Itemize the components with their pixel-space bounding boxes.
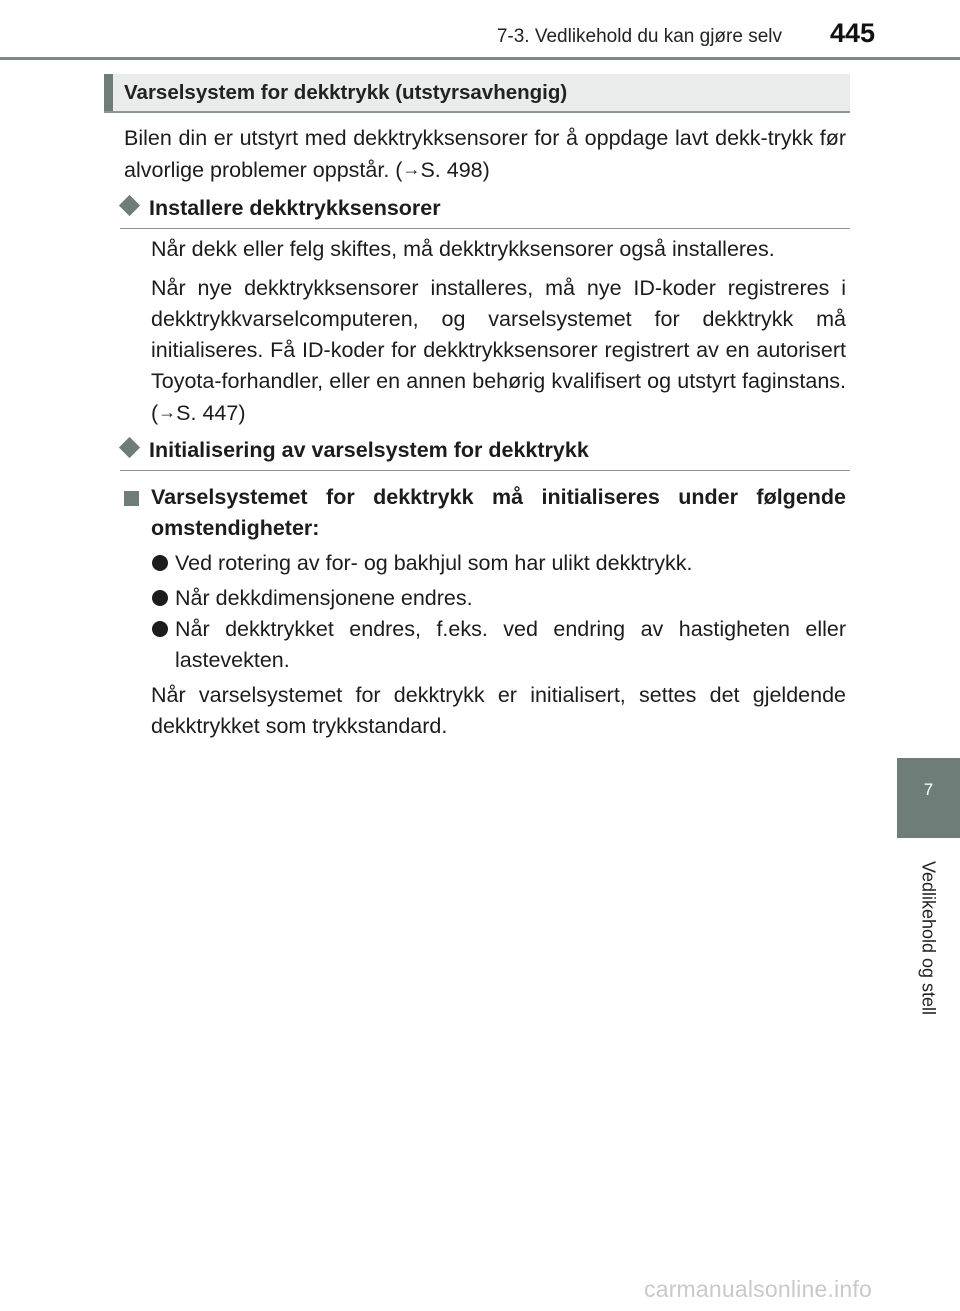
watermark: carmanualsonline.info xyxy=(644,1276,872,1302)
section-banner xyxy=(104,74,850,113)
list-item xyxy=(150,548,846,579)
page-ref-arrow-icon: → xyxy=(158,402,177,422)
install-paragraph-1: Når dekk eller felg skiftes, må dekktrykksensorer også installeres. xyxy=(151,237,775,261)
banner-accent-bar xyxy=(104,74,113,111)
header-divider xyxy=(0,57,960,60)
intro-text: Bilen din er utstyrt med dekktrykksensorer for å oppdage lavt dekk-trykk før alvorlige problemer oppstår. ( xyxy=(124,126,846,182)
round-bullet-icon xyxy=(152,590,168,606)
list-item xyxy=(150,614,846,676)
page-ref-arrow-icon: → xyxy=(402,159,421,179)
list-item xyxy=(150,583,846,614)
list-item-text: Ved rotering av for- og bakhjul som har ulikt dekktrykk. xyxy=(175,551,693,575)
round-bullet-icon xyxy=(152,621,168,637)
init-conditions-heading-text: Varselsystemet for dekktrykk må initialiseres under følgende omstendigheter: xyxy=(151,485,846,540)
init-heading-divider xyxy=(120,470,850,471)
init-closing-paragraph: Når varselsystemet for dekktrykk er initialisert, settes det gjeldende dekktrykket som trykkstandard. xyxy=(151,683,846,738)
chapter-section-title: 7-3. Vedlikehold du kan gjøre selv xyxy=(496,26,782,47)
install-heading-divider xyxy=(120,228,850,229)
init-conditions-heading xyxy=(124,482,846,544)
chapter-label: Vedlikehold og stell xyxy=(918,860,939,1016)
diamond-bullet-icon xyxy=(119,437,140,458)
round-bullet-icon xyxy=(152,555,168,571)
page-number: 445 xyxy=(830,18,876,48)
install-paragraph-2 xyxy=(151,273,846,429)
install-heading xyxy=(120,196,441,221)
install-heading-label: Installere dekktrykksensorer xyxy=(149,196,441,220)
install-page-ref: S. 447) xyxy=(176,401,246,425)
intro-paragraph xyxy=(124,123,846,186)
section-title: Varselsystem for dekktrykk (utstyrsavhengig) xyxy=(124,81,568,104)
chapter-tab xyxy=(897,758,960,838)
list-item-text: Når dekktrykket endres, f.eks. ved endring av hastigheten eller lastevekten. xyxy=(175,617,846,672)
diamond-bullet-icon xyxy=(119,195,140,216)
init-heading xyxy=(120,438,589,463)
chapter-number: 7 xyxy=(923,780,934,799)
square-bullet-icon xyxy=(124,491,139,506)
install-text: Når nye dekktrykksensorer installeres, må nye ID-koder registreres i dekktrykkvarselcomputeren, og varselsystemet for dekktrykk må initialiseres. Få ID-koder for dekktrykksensorer registrert av en autorisert Toyota-forhandler, eller en annen behørig kvalifisert og utstyrt faginstans. ( xyxy=(151,276,846,425)
intro-page-ref: S. 498) xyxy=(420,158,490,182)
list-item-text: Når dekkdimensjonene endres. xyxy=(175,586,473,610)
init-heading-label: Initialisering av varselsystem for dekktrykk xyxy=(149,438,589,462)
